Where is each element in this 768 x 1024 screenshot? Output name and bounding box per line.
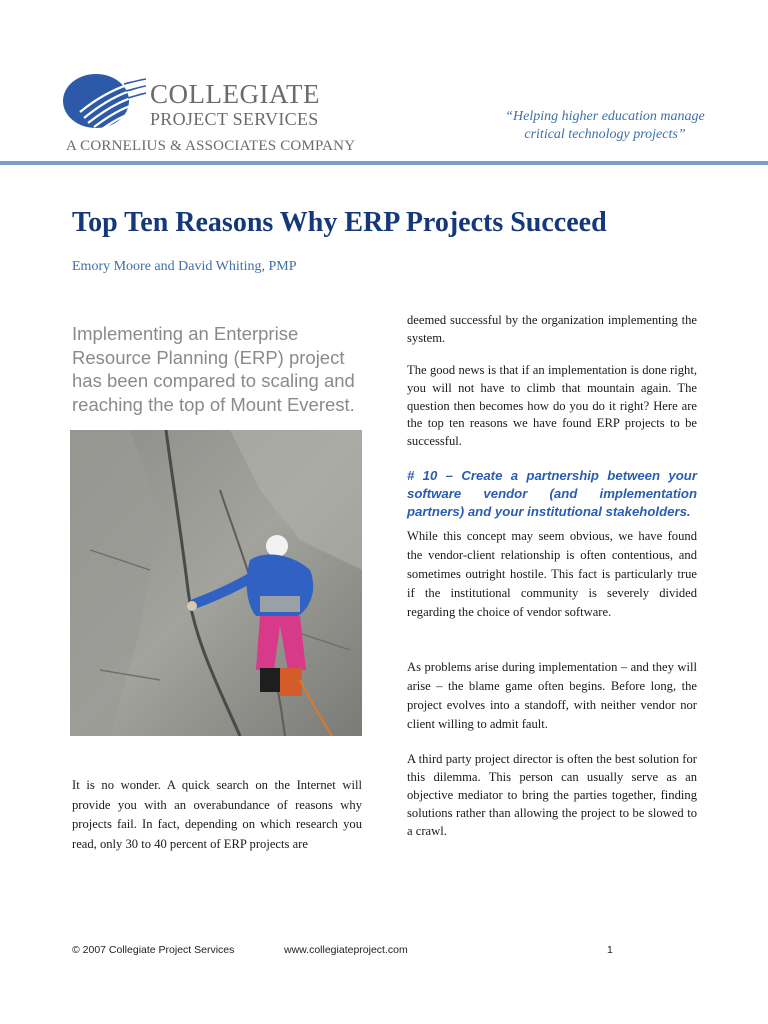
header-divider [0, 161, 768, 165]
tagline [470, 108, 740, 144]
climber-photo [70, 430, 362, 736]
footer-url[interactable]: www.collegiateproject.com [284, 944, 408, 956]
body-paragraph: The good news is that if an implementation is done right, you will not have to climb that mountain again. The question then becomes how do you do it right? Here are the top ten reasons we have found ERP projects to be successful. [407, 363, 697, 449]
tagline-line-2: critical technology projects” [524, 127, 686, 142]
body-paragraph: A third party project director is often the best solution for this dilemma. This person can usually serve as an objective mediator to bring the parties together, finding solutions rather than allowing the project to be slowed to a crawl. [407, 752, 697, 838]
collegiate-swoosh-logo [62, 72, 146, 130]
footer-copyright: © 2007 Collegiate Project Services [72, 944, 235, 956]
brand-name: COLLEGIATE [150, 79, 320, 109]
article-authors: Emory Moore and David Whiting, PMP [72, 259, 297, 274]
lead-paragraph: Implementing an Enterprise Resource Planning (ERP) project has been compared to scaling and reaching the top of Mount Everest. [72, 323, 355, 415]
brand-parent-company: A CORNELIUS & ASSOCIATES COMPANY [66, 138, 356, 154]
article-title: Top Ten Reasons Why ERP Projects Succeed [72, 207, 607, 238]
page-number: 1 [607, 944, 613, 956]
body-paragraph: deemed successful by the organization implementing the system. [407, 313, 697, 345]
brand-subtitle: PROJECT SERVICES [150, 109, 319, 129]
section-heading: # 10 – Create a partnership between your software vendor (and implementation partners) and your institutional stakeholders. [407, 468, 697, 519]
tagline-line-1: “Helping higher education manage [505, 109, 705, 124]
body-paragraph: As problems arise during implementation – and they will arise – the blame game often begins. Before long, the project evolves into a standoff, with neither vendor nor client willing to admit fault. [407, 660, 697, 731]
body-paragraph: While this concept may seem obvious, we have found the vendor-client relationship is often contentious, and sometimes outright hostile. This fact is particularly true if the institutional community is severely divided regarding the choice of vendor software. [407, 529, 697, 619]
intro-paragraph: It is no wonder. A quick search on the Internet will provide you with an overabundance of reasons why projects fail. In fact, depending on which research you read, only 30 to 40 percent of ERP projects are [72, 778, 362, 851]
